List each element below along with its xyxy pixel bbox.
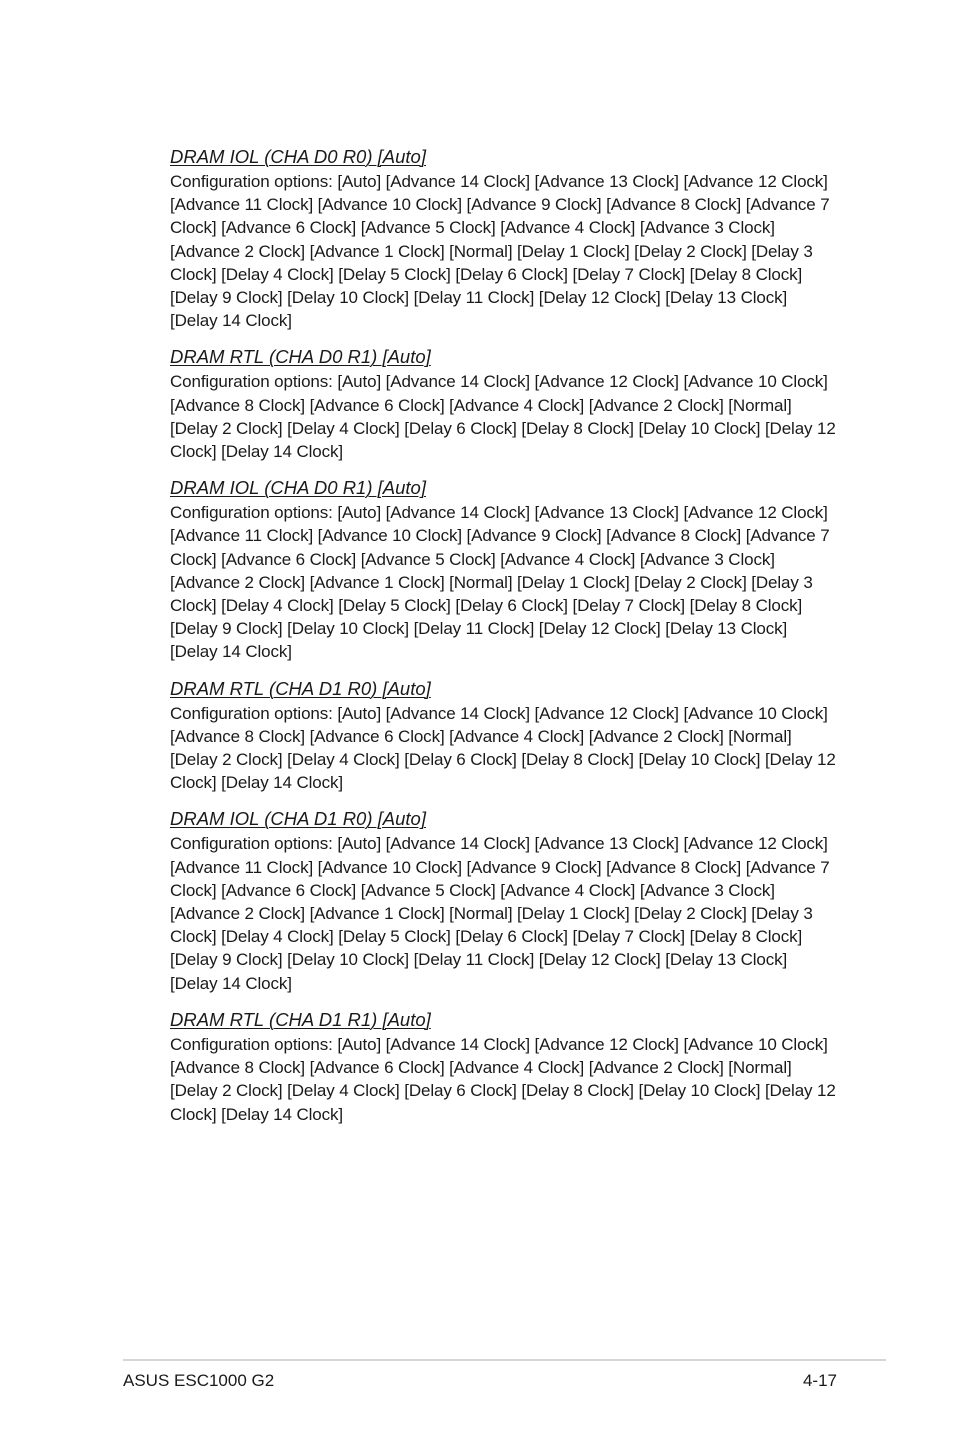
- section-dram-rtl-cha-d0-r1: [170, 345, 838, 463]
- section-title: DRAM RTL (CHA D0 R1) [Auto]: [170, 346, 431, 368]
- section-title: DRAM IOL (CHA D0 R1) [Auto]: [170, 477, 426, 499]
- section-dram-iol-cha-d0-r1: [170, 476, 838, 663]
- section-dram-rtl-cha-d1-r0: [170, 677, 838, 795]
- configuration-options-text: Configuration options: [Auto] [Advance 14 Clock] [Advance 12 Clock] [Advance 10 Clock] [Advance 8 Clock] [Advance 6 Clock] [Advance 4 Clock] [Advance 2 Clock] [Normal] [Delay 2 Clock] [Delay 4 Clock] [Delay 6 Clock] [Delay 8 Clock] [Delay 10 Clock] [Delay 12 Clock] [Delay 14 Clock]: [170, 1034, 836, 1124]
- footer-divider: [123, 1359, 886, 1361]
- section-dram-iol-cha-d1-r0: [170, 807, 838, 994]
- section-title: DRAM IOL (CHA D1 R0) [Auto]: [170, 808, 426, 830]
- configuration-options-text: Configuration options: [Auto] [Advance 14 Clock] [Advance 13 Clock] [Advance 12 Clock] [Advance 11 Clock] [Advance 10 Clock] [Advance 9 Clock] [Advance 8 Clock] [Advance 7 Clock] [Advance 6 Clock] [Advance 5 Clock] [Advance 4 Clock] [Advance 3 Clock] [Advance 2 Clock] [Advance 1 Clock] [Normal] [Delay 1 Clock] [Delay 2 Clock] [Delay 3 Clock] [Delay 4 Clock] [Delay 5 Clock] [Delay 6 Clock] [Delay 7 Clock] [Delay 8 Clock] [Delay 9 Clock] [Delay 10 Clock] [Delay 11 Clock] [Delay 12 Clock] [Delay 13 Clock] [Delay 14 Clock]: [170, 834, 830, 993]
- section-title: DRAM RTL (CHA D1 R0) [Auto]: [170, 677, 431, 699]
- section-title: DRAM RTL (CHA D1 R1) [Auto]: [170, 1008, 431, 1030]
- section-dram-iol-cha-d0-r0: [170, 145, 838, 332]
- section-dram-rtl-cha-d1-r1: [170, 1008, 838, 1126]
- page-content: [170, 145, 838, 1139]
- section-title: DRAM IOL (CHA D0 R0) [Auto]: [170, 146, 426, 167]
- configuration-options-text: Configuration options: [Auto] [Advance 14 Clock] [Advance 12 Clock] [Advance 10 Clock] [Advance 8 Clock] [Advance 6 Clock] [Advance 4 Clock] [Advance 2 Clock] [Normal] [Delay 2 Clock] [Delay 4 Clock] [Delay 6 Clock] [Delay 8 Clock] [Delay 10 Clock] [Delay 12 Clock] [Delay 14 Clock]: [170, 703, 836, 793]
- configuration-options-text: Configuration options: [Auto] [Advance 14 Clock] [Advance 13 Clock] [Advance 12 Clock] [Advance 11 Clock] [Advance 10 Clock] [Advance 9 Clock] [Advance 8 Clock] [Advance 7 Clock] [Advance 6 Clock] [Advance 5 Clock] [Advance 4 Clock] [Advance 3 Clock] [Advance 2 Clock] [Advance 1 Clock] [Normal] [Delay 1 Clock] [Delay 2 Clock] [Delay 3 Clock] [Delay 4 Clock] [Delay 5 Clock] [Delay 6 Clock] [Delay 7 Clock] [Delay 8 Clock] [Delay 9 Clock] [Delay 10 Clock] [Delay 11 Clock] [Delay 12 Clock] [Delay 13 Clock] [Delay 14 Clock]: [170, 172, 830, 331]
- footer-product-name: ASUS ESC1000 G2: [123, 1371, 275, 1390]
- footer-page-number: 4-17: [802, 1371, 837, 1390]
- configuration-options-text: Configuration options: [Auto] [Advance 14 Clock] [Advance 12 Clock] [Advance 10 Clock] [Advance 8 Clock] [Advance 6 Clock] [Advance 4 Clock] [Advance 2 Clock] [Normal] [Delay 2 Clock] [Delay 4 Clock] [Delay 6 Clock] [Delay 8 Clock] [Delay 10 Clock] [Delay 12 Clock] [Delay 14 Clock]: [170, 372, 836, 462]
- configuration-options-text: Configuration options: [Auto] [Advance 14 Clock] [Advance 13 Clock] [Advance 12 Clock] [Advance 11 Clock] [Advance 10 Clock] [Advance 9 Clock] [Advance 8 Clock] [Advance 7 Clock] [Advance 6 Clock] [Advance 5 Clock] [Advance 4 Clock] [Advance 3 Clock] [Advance 2 Clock] [Advance 1 Clock] [Normal] [Delay 1 Clock] [Delay 2 Clock] [Delay 3 Clock] [Delay 4 Clock] [Delay 5 Clock] [Delay 6 Clock] [Delay 7 Clock] [Delay 8 Clock] [Delay 9 Clock] [Delay 10 Clock] [Delay 11 Clock] [Delay 12 Clock] [Delay 13 Clock] [Delay 14 Clock]: [170, 503, 830, 662]
